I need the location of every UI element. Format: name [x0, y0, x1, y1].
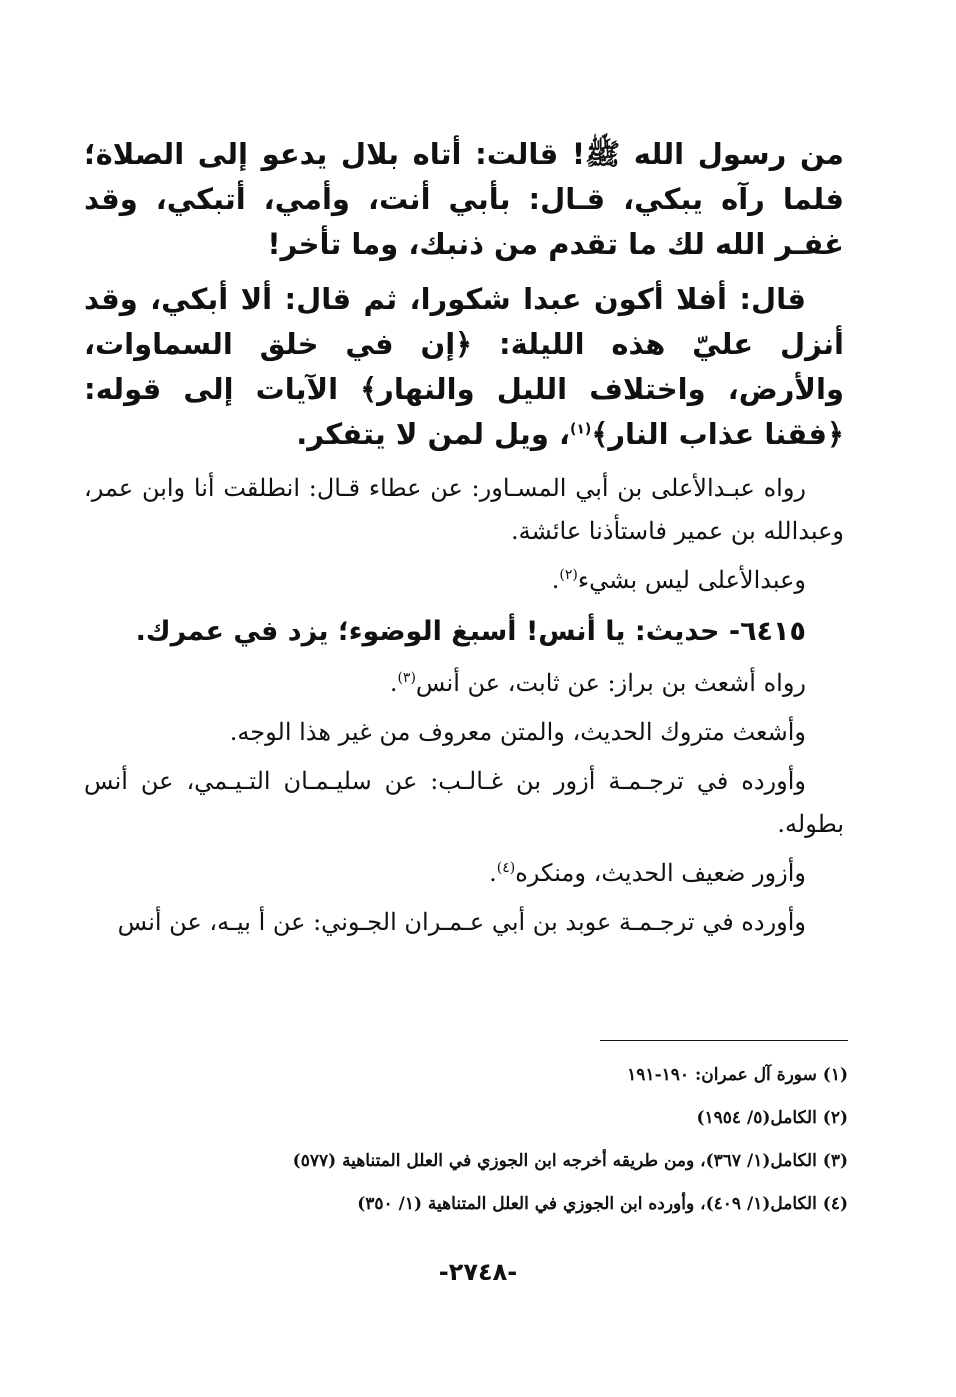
narration-end: .: [489, 859, 497, 887]
narration-end: .: [551, 566, 560, 594]
narration-paragraph: [84, 662, 844, 705]
footnote-item: (١) سورة آل عمران: ١٩٠-١٩١: [627, 1065, 848, 1085]
commentary-block: [84, 467, 844, 602]
narration-end: .: [389, 669, 398, 697]
narration-paragraph: وأورده في ترجـمـة أزور بن غـالـب: عن سليـمـان التـيـمي، عن أنس بطوله.: [84, 767, 844, 838]
footnote-item: (٤) الكامل(١/ ٤٠٩)، وأورده ابن الجوزي في العلل المتناهية (١/ ٣٥٠): [357, 1194, 848, 1214]
main-text: [84, 132, 844, 950]
commentary-block: [84, 662, 844, 944]
narration-paragraph: وأشعث متروك الحديث، والمتن معروف من غير هذا الوجه.: [229, 718, 806, 746]
footnote-ref-2: (٢): [559, 567, 578, 583]
hadith-paragraph-2: [84, 277, 844, 457]
hadith-text-block: [84, 132, 844, 457]
footnote-ref-4: (٤): [496, 860, 516, 876]
narration-paragraph: [84, 852, 844, 895]
narration-paragraph: وأورده في ترجـمـة عوبد بن أبي عـمـران الجـوني: عن أ بيـه، عن أنس: [117, 908, 806, 936]
narration-text: رواه أشعث بن براز: عن ثابت، عن أنس: [415, 669, 806, 697]
footnote-ref-3: (٣): [397, 670, 416, 686]
narration-paragraph: [84, 559, 844, 602]
narration-text: وأزور ضعيف الحديث، ومنكره: [515, 859, 806, 887]
hadith-paragraph-2-tail: ، ويل لمن لا يتفكر.: [296, 417, 570, 451]
footnotes: [88, 1058, 848, 1230]
footnote-item: (٢) الكامل(٥/ ١٩٥٤): [696, 1108, 848, 1128]
hadith-paragraph-2-text: قال: أفلا أكون عبدا شكورا، ثم قال: ألا أبكي، وقد أنزل عليّ هذه الليلة: ﴿إن في خلق السماوات، والأرض، واختلاف الليل والنهار﴾ الآيات إلى قوله: ﴿فقنا عذاب النار﴾: [84, 282, 844, 451]
footnote-ref-1: (١): [569, 421, 592, 438]
footnote-item: (٣) الكامل(١/ ٣٦٧)، ومن طريقه أخرجه ابن الجوزي في العلل المتناهية (٥٧٧): [292, 1151, 848, 1171]
hadith-paragraph-1: من رسول الله ﷺ! قالت: أتاه بلال يدعو إلى الصلاة؛ فلما رآه يبكي، قـال: بأبي أنت، وأمي، أتبكي، وقد غفـر الله لك ما تقدم من ذنبك، وما تأخر!: [84, 137, 844, 261]
narration-paragraph: رواه عبـدالأعلى بن أبي المسـاور: عن عطاء قـال: انطلقت أنا وابن عمر، وعبدالله بن عمير فاستأذنا عائشة.: [84, 474, 844, 545]
footnote-separator: [600, 1040, 848, 1041]
hadith-heading: ٦٤١٥- حديث: يا أنس! أسبغ الوضوء؛ يزد في عمرك.: [135, 616, 806, 647]
page-number: -٢٧٤٨-: [438, 1258, 518, 1286]
narration-text: وعبدالأعلى ليس بشيء: [577, 566, 806, 594]
